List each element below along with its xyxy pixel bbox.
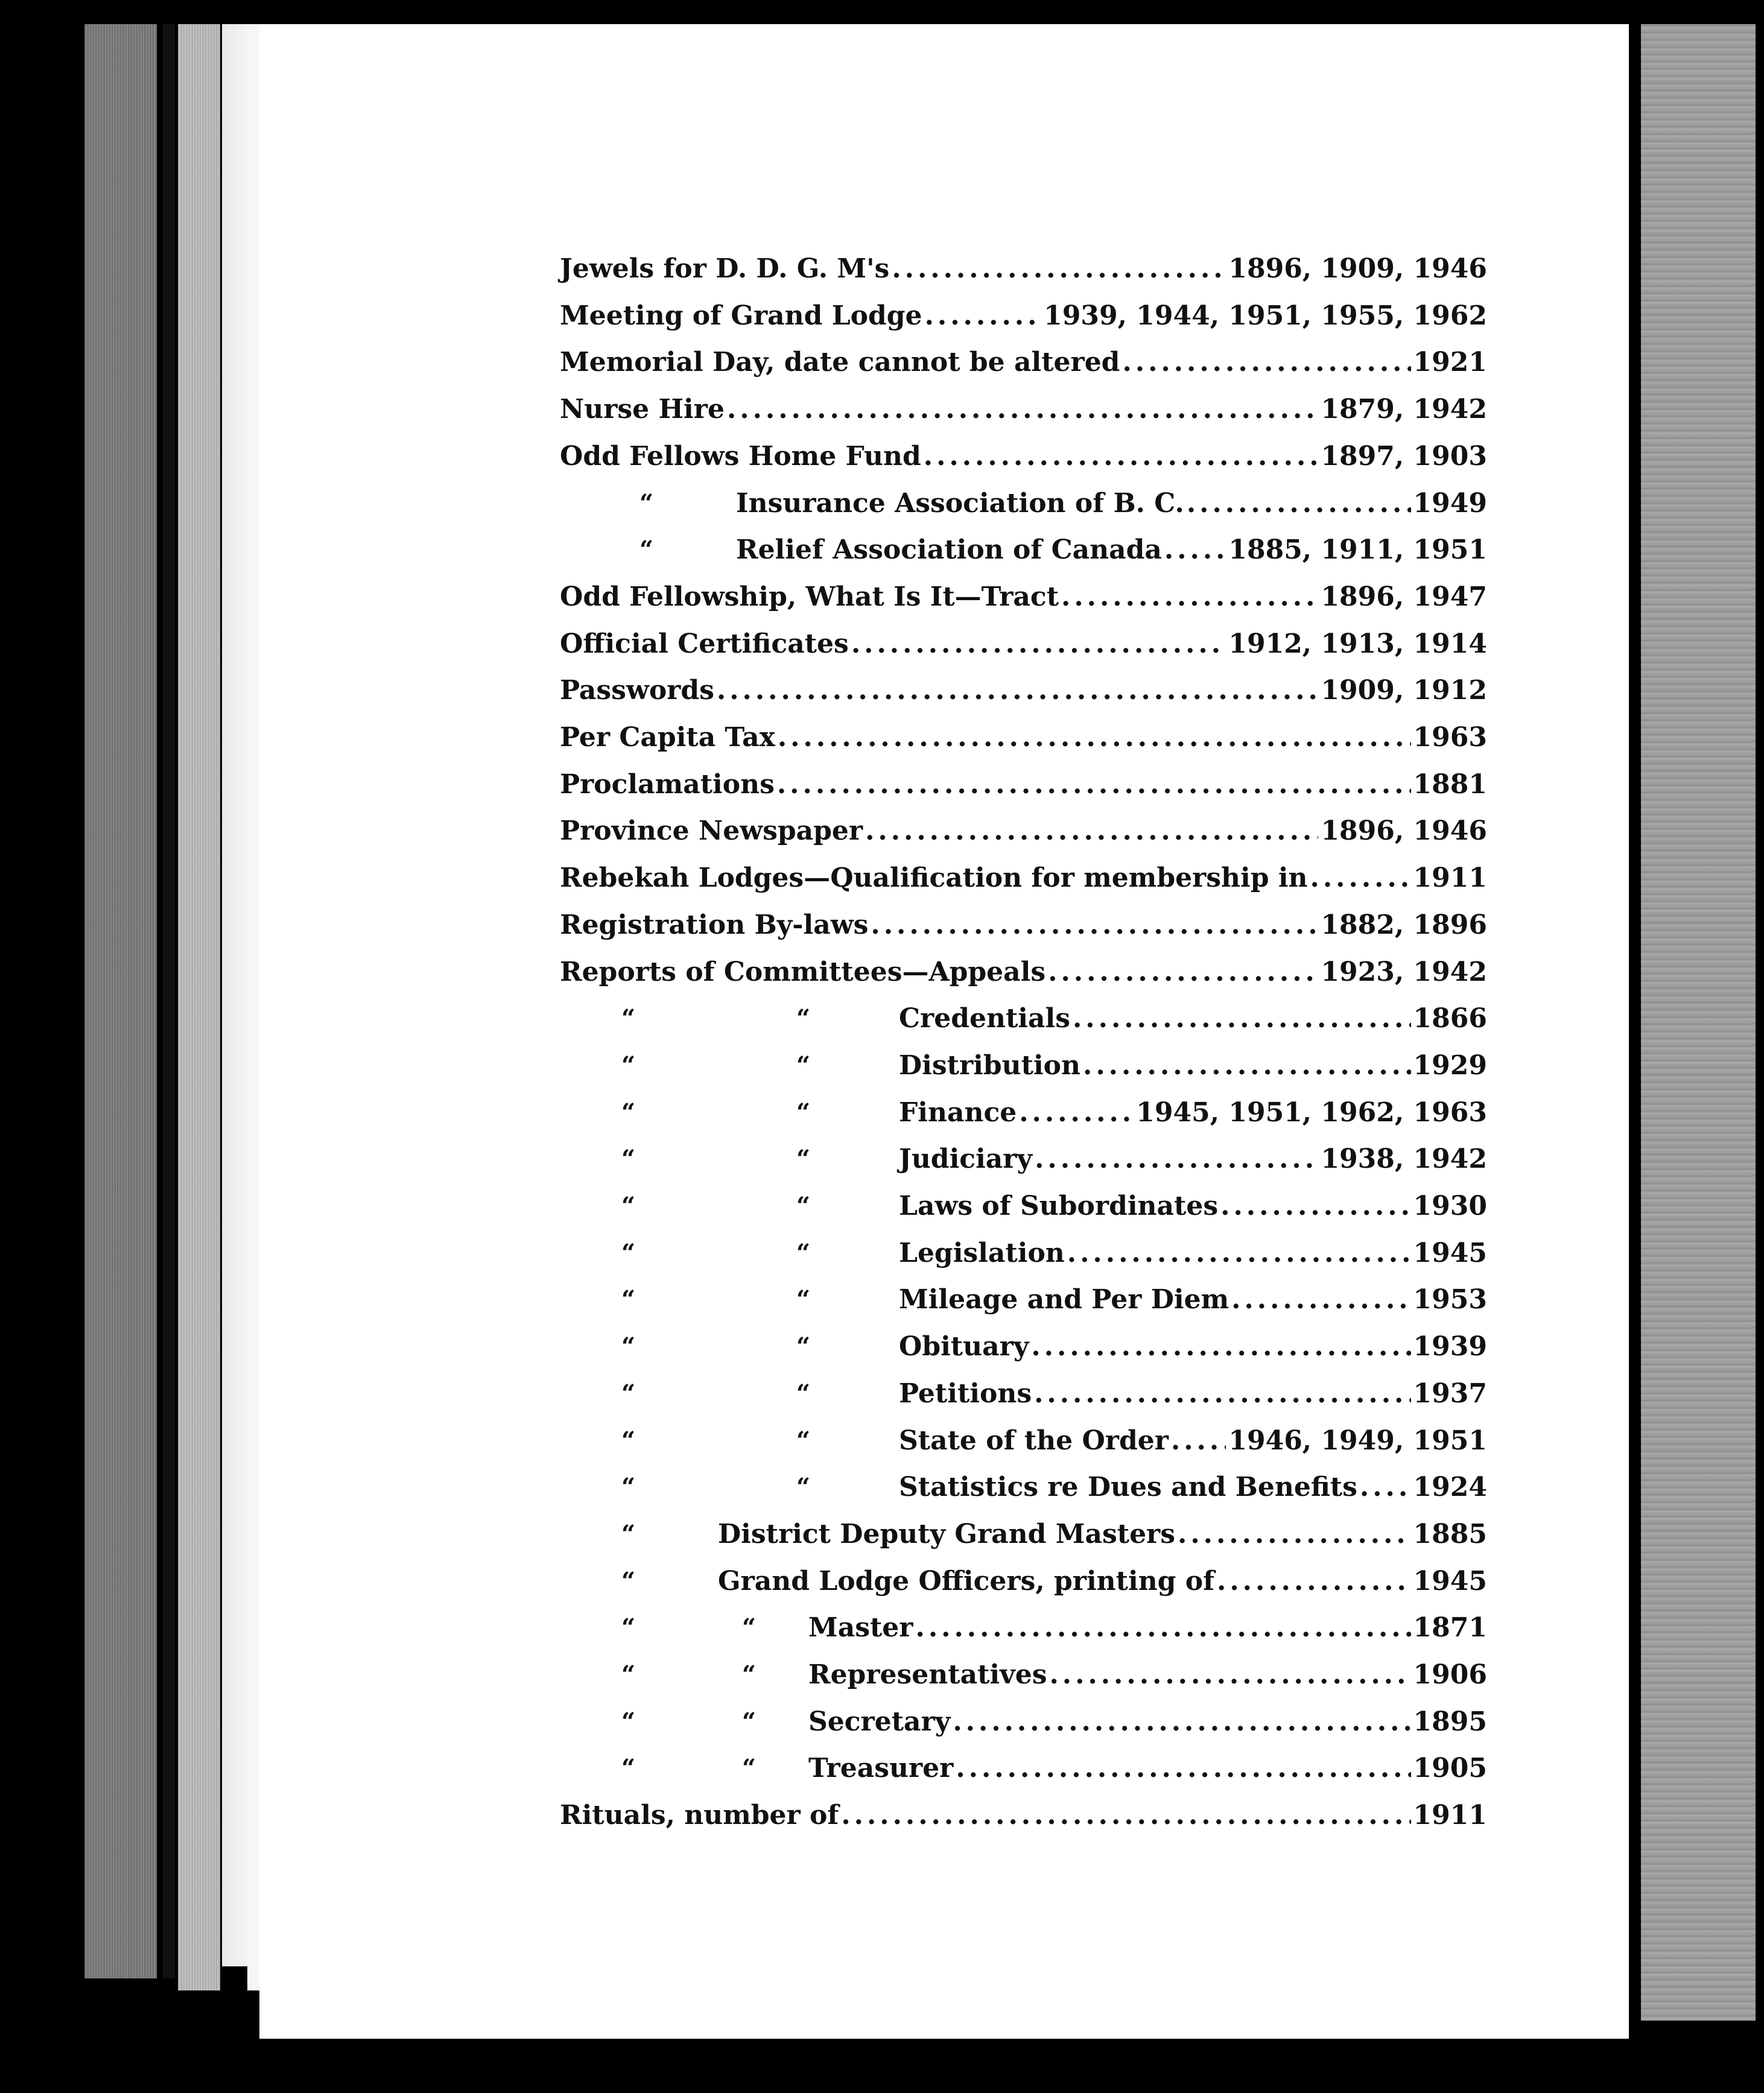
index-entry <box>560 393 1487 426</box>
index-entry <box>621 1236 1487 1270</box>
index-entry-label: District Deputy Grand Masters <box>718 1518 1176 1550</box>
index-entry <box>621 1471 1487 1504</box>
index-entry <box>621 1658 1487 1692</box>
index-entry <box>560 346 1487 379</box>
index-entry <box>621 1518 1487 1551</box>
book-edge-right <box>1641 24 1756 2021</box>
dot-leader <box>777 768 1411 802</box>
index-entry <box>621 1096 1487 1130</box>
dot-leader <box>953 1705 1410 1739</box>
index-entry-label: State of the Order <box>899 1425 1169 1456</box>
index-entry-years: 1871 <box>1413 1612 1487 1644</box>
dot-leader <box>1035 1142 1318 1176</box>
ditto-mark: “ <box>796 1051 811 1080</box>
dot-leader <box>841 1799 1410 1832</box>
index-entry <box>560 814 1487 848</box>
ditto-mark: “ <box>796 1098 811 1127</box>
dot-leader <box>1231 1283 1410 1317</box>
ditto-mark: “ <box>742 1661 757 1689</box>
index-entry-years: 1879, 1942 <box>1321 394 1487 425</box>
dot-leader <box>871 908 1318 942</box>
index-entry-label: Treasurer <box>808 1753 954 1784</box>
index-entry-years: 1945 <box>1413 1237 1487 1268</box>
dot-leader <box>717 674 1319 708</box>
index-entry-label: Petitions <box>899 1378 1032 1409</box>
ditto-mark: “ <box>621 1051 636 1080</box>
index-entry-years: 1885, 1911, 1951 <box>1228 534 1487 566</box>
index-entry <box>560 580 1487 614</box>
index-entry <box>621 1752 1487 1785</box>
ditto-mark: “ <box>742 1754 757 1783</box>
index-entry-label: Distribution <box>899 1050 1080 1081</box>
index-entry-label: Memorial Day, date cannot be altered <box>560 347 1120 378</box>
ditto-mark: “ <box>796 1426 811 1455</box>
ditto-mark: “ <box>621 1754 636 1783</box>
index-entry <box>560 674 1487 708</box>
index-entry-label: Meeting of Grand Lodge <box>560 300 922 331</box>
dot-leader <box>1187 487 1411 521</box>
index-entry-years: 1882, 1896 <box>1321 909 1487 940</box>
dot-leader <box>1049 1658 1410 1692</box>
index-entry-label: Statistics re Dues and Benefits <box>899 1472 1357 1503</box>
index-entry-years: 1924 <box>1413 1472 1487 1503</box>
dot-leader <box>924 440 1319 473</box>
index-entry-years: 1949 <box>1413 487 1487 519</box>
ditto-mark: “ <box>796 1379 811 1408</box>
dot-leader <box>1360 1471 1411 1504</box>
ditto-mark: “ <box>796 1285 811 1314</box>
index-entry-years: 1945, 1951, 1962, 1963 <box>1136 1097 1487 1128</box>
dot-leader <box>1031 1330 1410 1364</box>
index-entry-label: Legislation <box>899 1237 1065 1268</box>
index-entry-years: 1881 <box>1413 768 1487 800</box>
dot-leader <box>892 252 1226 286</box>
index-entry-label: Official Certificates <box>560 628 849 659</box>
index-entry-label: Odd Fellowship, What Is It—Tract <box>560 581 1059 612</box>
index-entry <box>560 721 1487 755</box>
page-margin-strip <box>222 24 247 1966</box>
index-entry <box>621 1189 1487 1223</box>
index-entry <box>621 1002 1487 1036</box>
index-entry-label: Odd Fellows Home Fund <box>560 440 921 472</box>
ditto-mark: “ <box>621 1192 636 1220</box>
ditto-mark: “ <box>796 1145 811 1174</box>
index-entry <box>639 487 1487 521</box>
index-entry-years: 1911 <box>1413 1800 1487 1831</box>
ditto-mark: “ <box>621 1332 636 1361</box>
index-entry-years: 1912, 1913, 1914 <box>1228 628 1487 659</box>
dot-leader <box>1217 1565 1410 1598</box>
dot-leader <box>1083 1049 1411 1083</box>
index-entry-label: Insurance Association of B. C. <box>736 487 1184 519</box>
index-page <box>259 24 1629 2039</box>
index-entry-years: 1923, 1942 <box>1321 956 1487 987</box>
ditto-mark: “ <box>742 1613 757 1642</box>
dot-leader <box>1122 346 1410 379</box>
index-entry-years: 1896, 1947 <box>1321 581 1487 612</box>
dot-leader <box>1061 580 1318 614</box>
index-entry-label: Judiciary <box>899 1144 1033 1175</box>
index-entry-years: 1911 <box>1413 863 1487 894</box>
dot-leader <box>865 814 1318 848</box>
index-entry <box>560 1799 1487 1832</box>
ditto-mark: “ <box>621 1098 636 1127</box>
dot-leader <box>1171 1424 1226 1458</box>
index-entry-label: Registration By-laws <box>560 909 869 940</box>
index-entry-years: 1938, 1942 <box>1321 1144 1487 1175</box>
index-entry-label: Rituals, number of <box>560 1800 839 1831</box>
index-entry <box>621 1705 1487 1739</box>
index-entry <box>621 1377 1487 1411</box>
ditto-mark: “ <box>621 1426 636 1455</box>
ditto-mark: “ <box>621 1661 636 1689</box>
index-entry-list <box>259 24 1629 2039</box>
index-entry-years: 1946, 1949, 1951 <box>1228 1425 1487 1456</box>
dot-leader <box>778 721 1411 755</box>
index-entry-label: Nurse Hire <box>560 394 725 425</box>
ditto-mark: “ <box>621 1566 636 1595</box>
ditto-mark: “ <box>796 1473 811 1502</box>
index-entry <box>621 1142 1487 1176</box>
index-entry <box>621 1049 1487 1083</box>
index-entry-label: Obituary <box>899 1331 1029 1363</box>
index-entry-label: Representatives <box>808 1659 1047 1690</box>
ditto-mark: “ <box>621 1473 636 1502</box>
index-entry <box>560 861 1487 895</box>
dot-leader <box>1220 1189 1410 1223</box>
index-entry-label: Proclamations <box>560 768 775 800</box>
dot-leader <box>1034 1377 1410 1411</box>
page-stack-edge <box>178 24 220 1990</box>
index-entry-label: Grand Lodge Officers, printing of <box>718 1565 1215 1597</box>
index-entry-label: Credentials <box>899 1003 1070 1034</box>
ditto-mark: “ <box>796 1332 811 1361</box>
dot-leader <box>1073 1002 1411 1036</box>
dot-leader <box>1164 533 1226 567</box>
index-entry-label: Per Capita Tax <box>560 722 775 753</box>
index-entry <box>560 768 1487 802</box>
ditto-mark: “ <box>621 1004 636 1033</box>
index-entry-years: 1939, 1944, 1951, 1955, 1962 <box>1044 300 1487 331</box>
index-entry <box>639 533 1487 567</box>
index-entry-label: Rebekah Lodges—Qualification for membership in <box>560 863 1308 894</box>
index-entry-label: Province Newspaper <box>560 815 863 847</box>
index-entry-years: 1906 <box>1413 1659 1487 1690</box>
index-entry-years: 1896, 1909, 1946 <box>1228 253 1487 284</box>
index-entry <box>560 252 1487 286</box>
index-entry-years: 1897, 1903 <box>1321 440 1487 472</box>
dot-leader <box>1048 955 1318 989</box>
dot-leader <box>727 393 1319 426</box>
dot-leader <box>1067 1236 1411 1270</box>
ditto-mark: “ <box>639 536 654 565</box>
dot-leader <box>925 299 1042 333</box>
ditto-mark: “ <box>621 1145 636 1174</box>
index-entry-years: 1885 <box>1413 1518 1487 1550</box>
ditto-mark: “ <box>639 489 654 518</box>
dot-leader <box>1178 1518 1411 1551</box>
index-entry-years: 1963 <box>1413 722 1487 753</box>
index-entry-years: 1909, 1912 <box>1321 675 1487 706</box>
index-entry <box>560 908 1487 942</box>
index-entry-label: Jewels for D. D. G. M's <box>560 253 890 284</box>
ditto-mark: “ <box>621 1238 636 1267</box>
index-entry-label: Secretary <box>808 1706 951 1737</box>
index-entry-years: 1930 <box>1413 1191 1487 1221</box>
index-entry <box>560 299 1487 333</box>
ditto-mark: “ <box>621 1519 636 1548</box>
index-entry-label: Reports of Committees—Appeals <box>560 956 1046 987</box>
index-entry-years: 1929 <box>1413 1050 1487 1081</box>
index-entry-years: 1905 <box>1413 1753 1487 1784</box>
dot-leader <box>956 1752 1410 1785</box>
index-entry-years: 1866 <box>1413 1003 1487 1034</box>
ditto-mark: “ <box>742 1707 757 1736</box>
dot-leader <box>1019 1096 1134 1130</box>
index-entry-years: 1953 <box>1413 1284 1487 1316</box>
index-entry <box>560 627 1487 661</box>
index-entry <box>621 1424 1487 1458</box>
index-entry-label: Mileage and Per Diem <box>899 1284 1229 1316</box>
book-edge-left <box>84 24 157 1978</box>
index-entry-years: 1895 <box>1413 1706 1487 1737</box>
ditto-mark: “ <box>796 1238 811 1267</box>
ditto-mark: “ <box>621 1379 636 1408</box>
index-entry-years: 1945 <box>1413 1565 1487 1597</box>
ditto-mark: “ <box>621 1613 636 1642</box>
dot-leader <box>1310 861 1411 895</box>
index-entry-label: Laws of Subordinates <box>899 1191 1219 1221</box>
index-entry <box>621 1565 1487 1598</box>
dot-leader <box>851 627 1226 661</box>
index-entry <box>560 440 1487 473</box>
index-entry-years: 1939 <box>1413 1331 1487 1363</box>
index-entry <box>621 1611 1487 1645</box>
index-entry-years: 1896, 1946 <box>1321 815 1487 847</box>
index-entry-years: 1937 <box>1413 1378 1487 1409</box>
index-entry <box>560 955 1487 989</box>
ditto-mark: “ <box>621 1285 636 1314</box>
index-entry-label: Finance <box>899 1097 1017 1128</box>
index-entry-label: Relief Association of Canada <box>736 534 1162 566</box>
index-entry-label: Passwords <box>560 675 714 706</box>
index-entry-label: Master <box>808 1612 913 1644</box>
index-entry-years: 1921 <box>1413 347 1487 378</box>
ditto-mark: “ <box>621 1707 636 1736</box>
dot-leader <box>916 1611 1411 1645</box>
index-entry <box>621 1283 1487 1317</box>
ditto-mark: “ <box>796 1004 811 1033</box>
index-entry <box>621 1330 1487 1364</box>
book-binding-gap <box>163 24 175 1978</box>
ditto-mark: “ <box>796 1192 811 1220</box>
